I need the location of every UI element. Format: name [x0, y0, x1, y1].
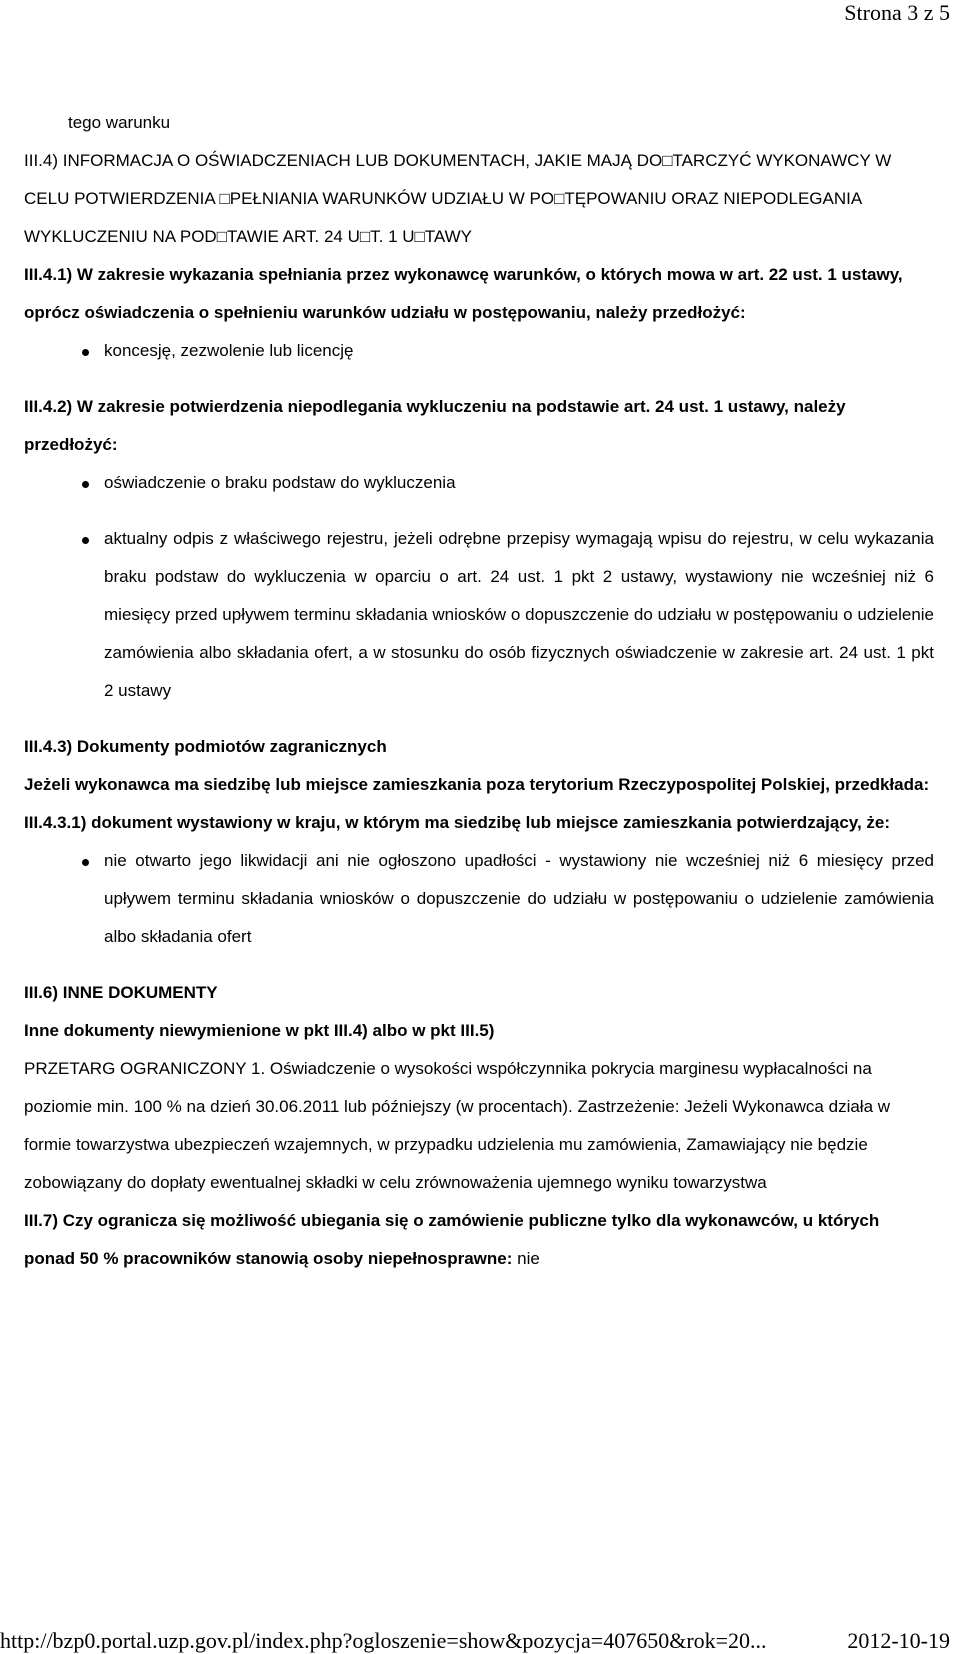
- section-heading-iii-4: III.4) INFORMACJA O OŚWIADCZENIACH LUB DOKUMENTACH, JAKIE MAJĄ DO□TARCZYĆ WYKONAWCY W CELU POTWIERDZENIA □PEŁNIANIA WARUNKÓW UDZIAŁU W PO□TĘPOWANIU ORAZ NIEPODLEGANIA WYKLUCZENIU NA POD□TAWIE ART. 24 U□T. 1 U□TAWY: [24, 151, 892, 246]
- section-heading-iii-4-1: III.4.1) W zakresie wykazania spełniania przez wykonawcę warunków, o których mowa w art. 22 ust. 1 ustawy, oprócz oświadczenia o spełnieniu warunków udziału w postępowaniu, należy przedłożyć:: [24, 265, 903, 322]
- section-heading-iii-4-3: III.4.3) Dokumenty podmiotów zagranicznych: [24, 737, 387, 756]
- bullet-list: [24, 332, 934, 370]
- section-heading-iii-6: III.6) INNE DOKUMENTY: [24, 983, 218, 1002]
- bullet-icon: [82, 859, 89, 866]
- footer-date: 2012-10-19: [847, 1628, 950, 1653]
- bullet-icon: [82, 481, 89, 488]
- page-footer: [0, 1620, 950, 1654]
- bullet-list: [24, 520, 934, 710]
- bullet-icon: [82, 537, 89, 544]
- bullet-icon: [82, 349, 89, 356]
- document-body: [24, 104, 934, 1278]
- bullet-list: [24, 842, 934, 956]
- list-item: oświadczenie o braku podstaw do wykluczenia: [104, 464, 934, 502]
- footer-url: http://bzp0.portal.uzp.gov.pl/index.php?ogloszenie=show&pozycja=407650&rok=20...: [0, 1628, 767, 1653]
- paragraph-condition-end: tego warunku: [68, 113, 171, 132]
- section-heading-iii-4-2: III.4.2) W zakresie potwierdzenia niepodlegania wykluczeniu na podstawie art. 24 ust. 1 ustawy, należy przedłożyć:: [24, 397, 846, 454]
- other-documents-text: PRZETARG OGRANICZONY 1. Oświadczenie o wysokości współczynnika pokrycia marginesu wypłacalności na poziomie min. 100 % na dzień 30.06.2011 lub późniejszy (w procentach). Zastrzeżenie: Jeżeli Wykonawca działa w formie towarzystwa ubezpieczeń wzajemnych, w przypadku udzielenia mu zamówienia, Zamawiający nie będzie zobowiązany do dopłaty ewentualnej składki w celu zrównoważenia ujemnego wyniku towarzystwa: [24, 1059, 891, 1192]
- answer-value: nie: [517, 1249, 540, 1268]
- foreign-entity-heading: Jeżeli wykonawca ma siedzibę lub miejsce zamieszkania poza terytorium Rzeczypospolitej Polskiej, przedkłada:: [24, 775, 930, 794]
- list-item: koncesję, zezwolenie lub licencję: [104, 332, 934, 370]
- bullet-list: [24, 464, 934, 502]
- section-heading-iii-4-3-1: III.4.3.1) dokument wystawiony w kraju, w którym ma siedzibę lub miejsce zamieszkania potwierdzający, że:: [24, 813, 891, 832]
- list-item: aktualny odpis z właściwego rejestru, jeżeli odrębne przepisy wymagają wpisu do rejestru, w celu wykazania braku podstaw do wykluczenia w oparciu o art. 24 ust. 1 pkt 2 ustawy, wystawiony nie wcześniej niż 6 miesięcy przed upływem terminu składania wniosków o dopuszczenie do udziału w postępowaniu o udzielenie zamówienia albo składania ofert, a w stosunku do osób fizycznych oświadczenie w zakresie art. 24 ust. 1 pkt 2 ustawy: [104, 520, 934, 710]
- list-item: nie otwarto jego likwidacji ani nie ogłoszono upadłości - wystawiony nie wcześniej niż 6 miesięcy przed upływem terminu składania wniosków o dopuszczenie do udziału w postępowaniu o udzielenie zamówienia albo składania ofert: [104, 842, 934, 956]
- section-iii-7: [24, 1202, 934, 1278]
- page-number: Strona 3 z 5: [844, 0, 950, 25]
- question-label: III.7) Czy ogranicza się możliwość ubiegania się o zamówienie publiczne tylko dla wykonawców, u których ponad 50 % pracowników stanowią osoby niepełnosprawne:: [24, 1211, 880, 1268]
- other-documents-heading: Inne dokumenty niewymienione w pkt III.4) albo w pkt III.5): [24, 1021, 495, 1040]
